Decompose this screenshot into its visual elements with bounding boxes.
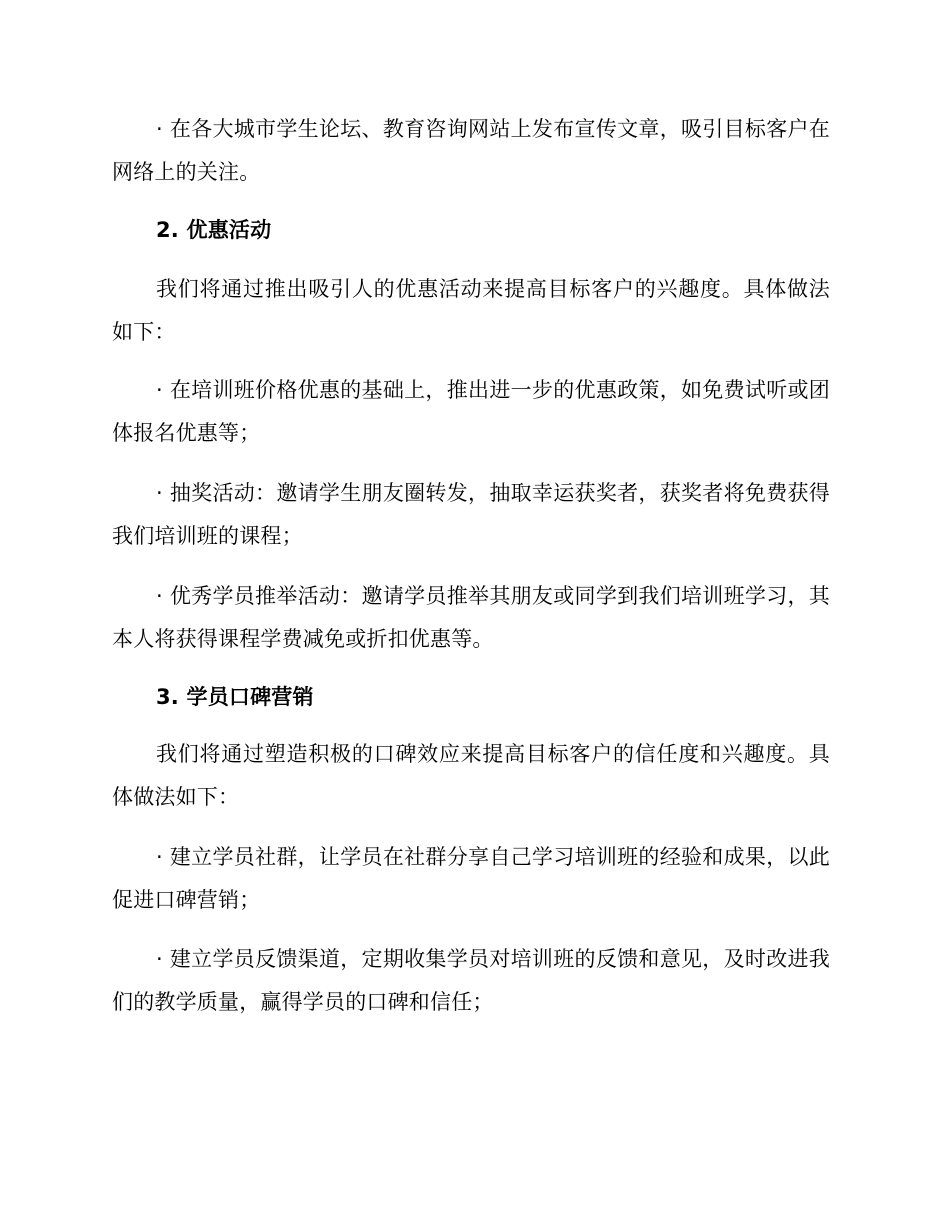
bullet-referral-activity: · 优秀学员推举活动：邀请学员推举其朋友或同学到我们培训班学习，其本人将获得课程学费减免或折扣优惠等。 [112, 584, 830, 651]
section-heading-word-of-mouth: 3. 学员口碑营销 [156, 685, 314, 709]
bullet-online-promotion: · 在各大城市学生论坛、教育咨询网站上发布宣传文章，吸引目标客户在网络上的关注。 [112, 117, 830, 184]
bullet-lottery-activity: · 抽奖活动：邀请学生朋友圈转发，抽取幸运获奖者，获奖者将免费获得我们培训班的课程； [112, 481, 830, 548]
bullet-price-discount: · 在培训班价格优惠的基础上，推出进一步的优惠政策，如免费试听或团体报名优惠等； [112, 378, 830, 445]
section-heading-discount-activities: 2. 优惠活动 [156, 218, 272, 242]
discount-intro-paragraph: 我们将通过推出吸引人的优惠活动来提高目标客户的兴趣度。具体做法如下： [112, 277, 830, 344]
bullet-feedback-channel: · 建立学员反馈渠道，定期收集学员对培训班的反馈和意见，及时改进我们的教学质量，赢得学员的口碑和信任； [112, 947, 830, 1014]
bullet-student-community: · 建立学员社群，让学员在社群分享自己学习培训班的经验和成果，以此促进口碑营销； [112, 845, 830, 912]
word-of-mouth-intro-paragraph: 我们将通过塑造积极的口碑效应来提高目标客户的信任度和兴趣度。具体做法如下： [112, 742, 830, 809]
